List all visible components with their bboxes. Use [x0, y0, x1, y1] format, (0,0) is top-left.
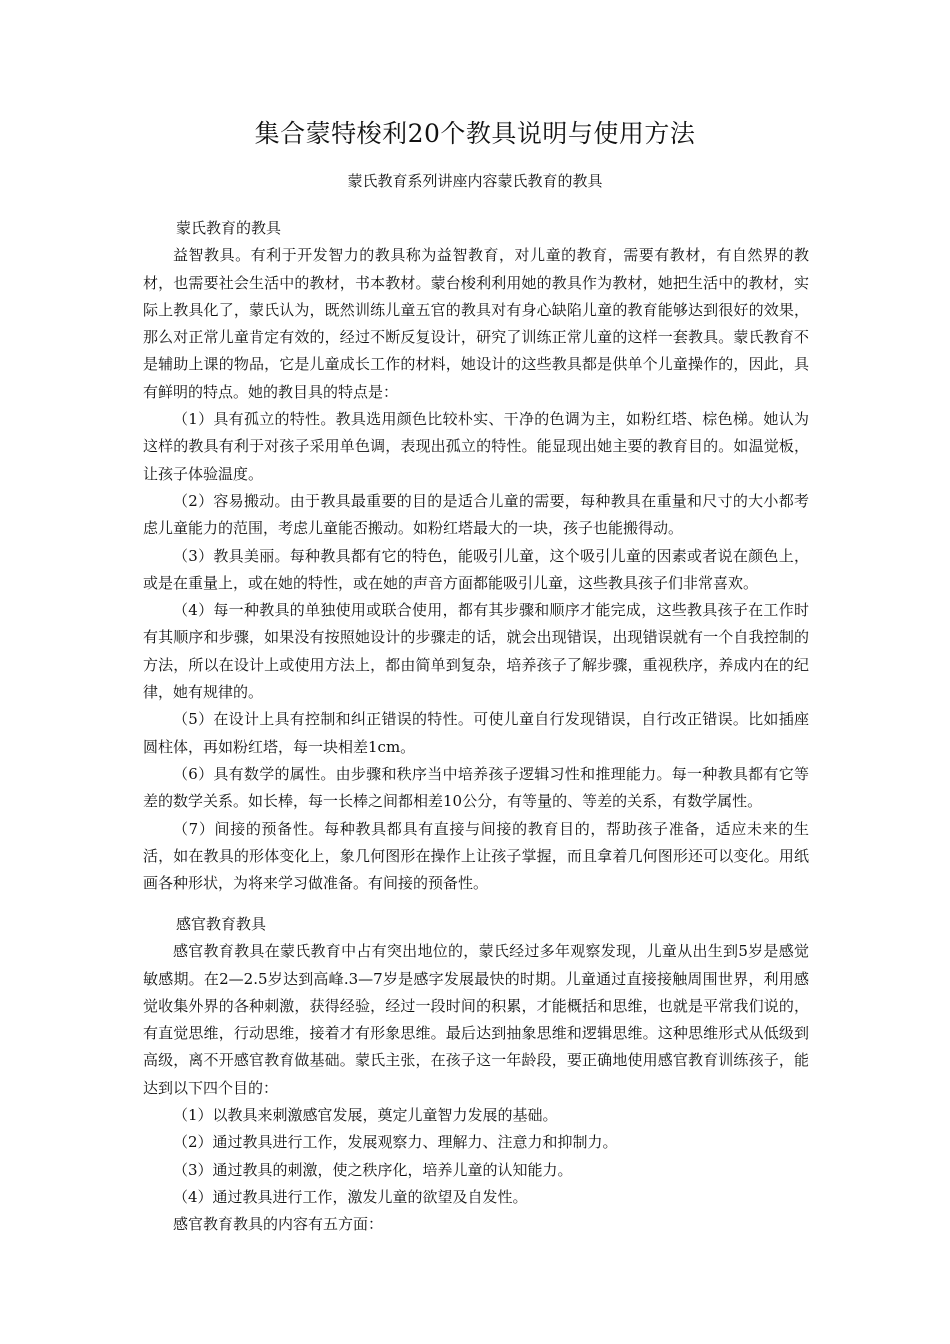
- list-item: （4）通过教具进行工作，激发儿童的欲望及自发性。: [173, 1187, 528, 1206]
- section-heading: 感官教育教具: [176, 915, 267, 933]
- list-item: （1）以教具来刺激感官发展，奠定儿童智力发展的基础。: [173, 1106, 558, 1125]
- paragraph: （7）间接的预备性。每种教具都具有直接与间接的教育目的，帮助孩子准备，适应未来的生活，如在教具的形体变化上，象几何图形在操作上让孩子掌握，而且拿着几何图形还可以变化。用纸画各种形状，为将来学习做准备。有间接的预备性。: [143, 819, 809, 893]
- paragraph: （6）具有数学的属性。由步骤和秩序当中培养孩子逻辑习性和推理能力。每一种教具都有它等差的数学关系。如长棒，每一长棒之间都相差10公分，有等量的、等差的关系，有数学属性。: [143, 764, 809, 811]
- section-teaching-aids: [143, 215, 809, 897]
- list-item: （2）通过教具进行工作，发展观察力、理解力、注意力和抑制力。: [173, 1133, 618, 1152]
- document-subtitle: 蒙氏教育系列讲座内容蒙氏教育的教具: [347, 172, 603, 190]
- paragraph: （2）容易搬动。由于教具最重要的目的是适合儿童的需要，每种教具在重量和尺寸的大小都考虑儿童能力的范围，考虑儿童能否搬动。如粉红塔最大的一块，孩子也能搬得动。: [143, 491, 809, 538]
- document-title: 集合蒙特梭利20个教具说明与使用方法: [254, 119, 696, 148]
- paragraph: 益智教具。有利于开发智力的教具称为益智教育，对儿童的教育，需要有教材，有自然界的教材，也需要社会生活中的教材，书本教材。蒙台梭利利用她的教具作为教材，她把生活中的教材，实际上教具化了，蒙氏认为，既然训练儿童五官的教具对有身心缺陷儿童的教育能够达到很好的效果，那么对正常儿童肯定有效的，经过不断反复设计，研究了训练正常儿童的这样一套教具。蒙氏教育不是辅助上课的物品，它是儿童成长工作的材料，她设计的这些教具都是供单个儿童操作的，因此，具有鲜明的特点。她的教目具的特点是：: [143, 246, 809, 401]
- paragraph: （4）每一种教具的单独使用或联合使用，都有其步骤和顺序才能完成，这些教具孩子在工作时有其顺序和步骤，如果没有按照她设计的步骤走的话，就会出现错误，出现错误就有一个自我控制的方法，所以在设计上或使用方法上，都由简单到复杂，培养孩子了解步骤，重视秩序，养成内在的纪律，她有规律的。: [143, 601, 809, 702]
- paragraph: （5）在设计上具有控制和纠正错误的特性。可使儿童自行发现错误，自行改正错误。比如插座圆柱体，再如粉红塔，每一块相差1cm。: [143, 710, 809, 756]
- paragraph: （3）教具美丽。每种教具都有它的特色，能吸引儿童，这个吸引儿童的因素或者说在颜色上，或是在重量上，或在她的特性，或在她的声音方面都能吸引儿童，这些教具孩子们非常喜欢。: [143, 546, 809, 592]
- paragraph: 感官教育教具的内容有五方面：: [173, 1215, 384, 1234]
- paragraph: 感官教育教具在蒙氏教育中占有突出地位的，蒙氏经过多年观察发现，儿童从出生到5岁是感觉敏感期。在2—2.5岁达到高峰.3—7岁是感字发展最快的时期。儿童通过直接接触周围世界，利用感觉收集外界的各种刺激，获得经验，经过一段时间的积累，才能概括和思维，也就是平常我们说的，有直觉思维，行动思维，接着才有形象思维。最后达到抽象思维和逻辑思维。这种思维形式从低级到高级，离不开感官教育做基础。蒙氏主张，在孩子这一年龄段，要正确地使用感官教育训练孩子，能达到以下四个目的：: [143, 942, 809, 1097]
- list-item: （3）通过教具的刺激，使之秩序化，培养儿童的认知能力。: [173, 1160, 573, 1179]
- section-heading: 蒙氏教育的教具: [176, 219, 282, 237]
- section-sensory-aids: [143, 911, 809, 1239]
- paragraph: （1）具有孤立的特性。教具选用颜色比较朴实、干净的色调为主，如粉红塔、棕色梯。她认为这样的教具有利于对孩子采用单色调，表现出孤立的特性。能显现出她主要的教育目的。如温觉板，让孩子体验温度。: [143, 410, 809, 483]
